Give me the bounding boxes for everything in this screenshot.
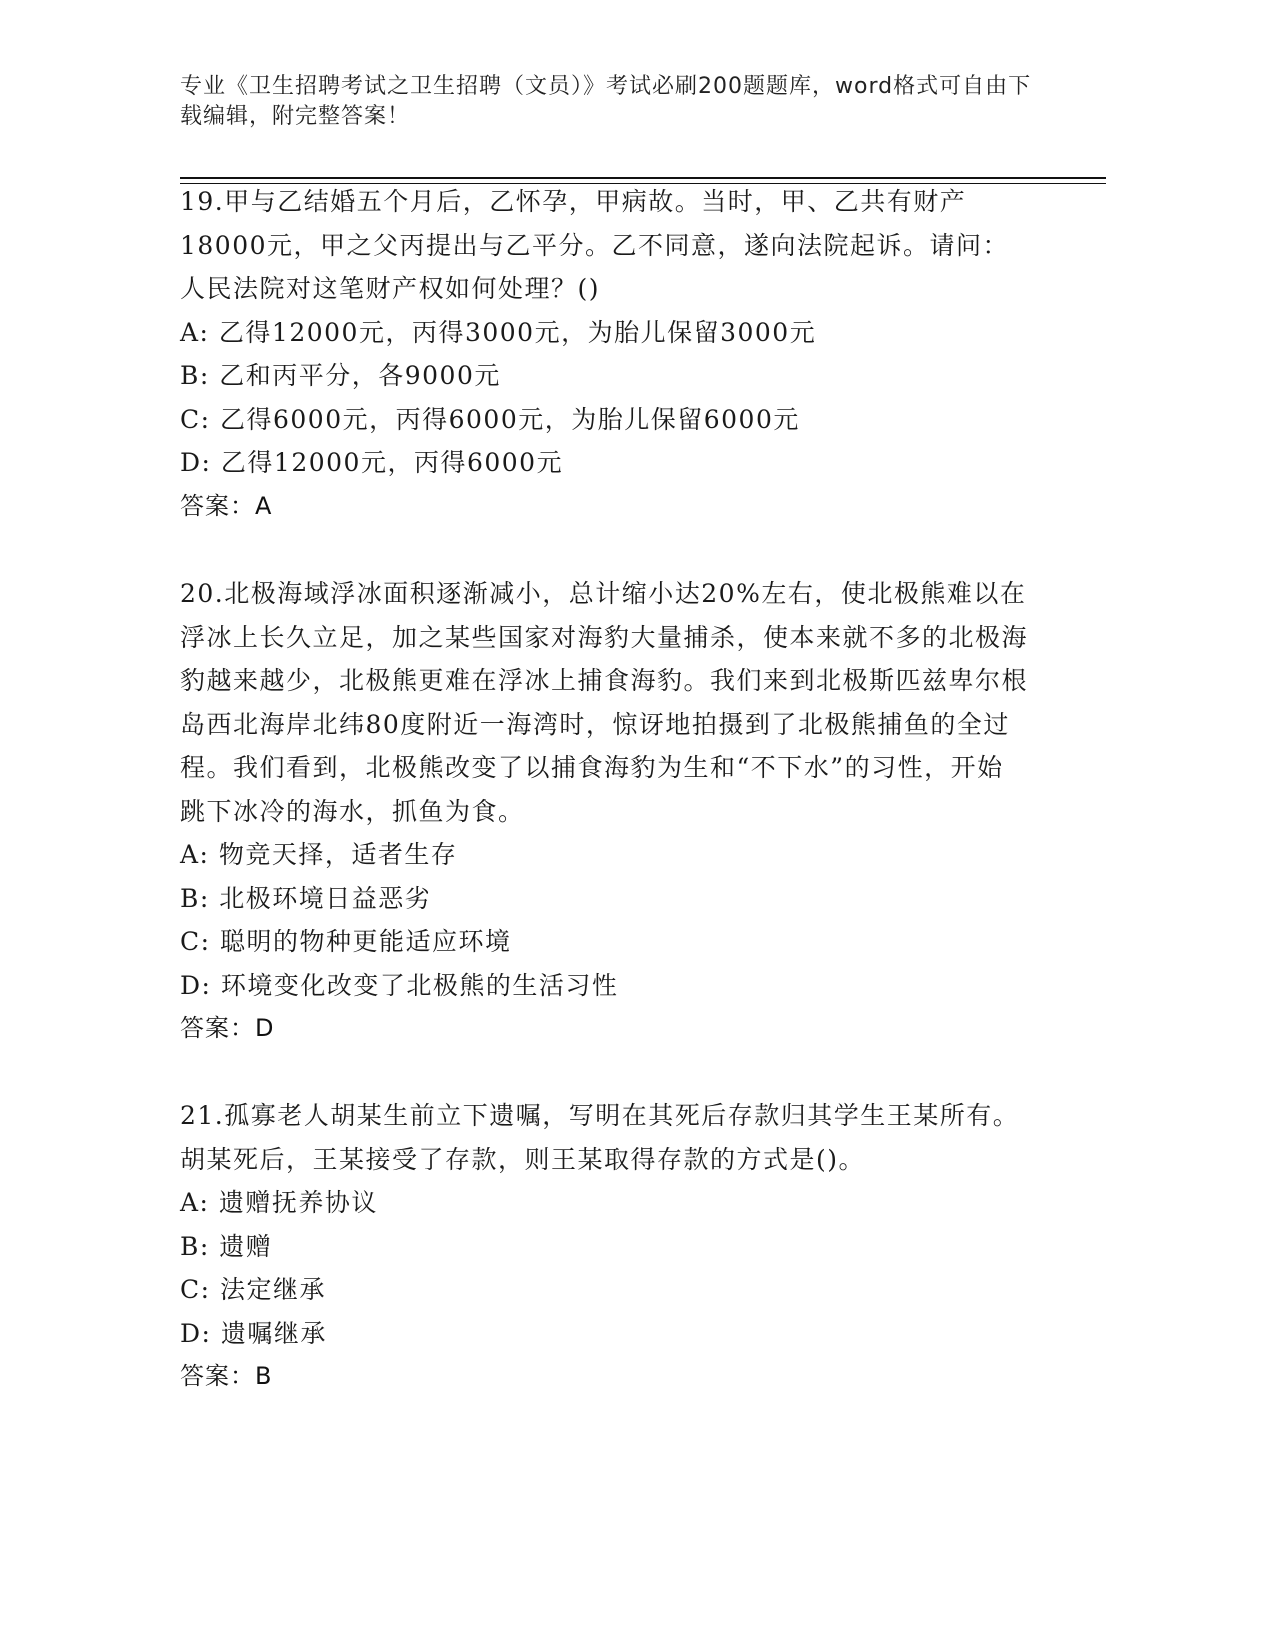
question-19 <box>180 180 1030 528</box>
option-a: A: 遗赠抚养协议 <box>180 1188 378 1217</box>
option-b: B: 遗赠 <box>180 1231 273 1261</box>
option-a: A: 物竞天择，适者生存 <box>180 840 458 869</box>
document-header: 专业《卫生招聘考试之卫生招聘（文员）》考试必刷200题题库，word格式可自由下载编辑，附完整答案！ <box>180 74 1032 129</box>
answer-label: 答案：A <box>180 491 273 520</box>
answer-label: 答案：B <box>180 1362 273 1390</box>
option-d: D: 遗嘱继承 <box>180 1318 327 1348</box>
option-a: A: 乙得12000元，丙得3000元，为胎儿保留3000元 <box>180 317 817 347</box>
option-c: C: 聪明的物种更能适应环境 <box>180 927 512 956</box>
option-c: C: 乙得6000元，丙得6000元，为胎儿保留6000元 <box>180 404 800 434</box>
option-d: D: 乙得12000元，丙得6000元 <box>180 448 564 477</box>
question-text: 20.北极海域浮冰面积逐渐减小，总计缩小达20%左右，使北极熊难以在浮冰上长久立足，加之某些国家对海豹大量捕杀，使本来就不多的北极海豹越来越少，北极熊更难在浮冰上捕食海豹。我们来到北极斯匹兹卑尔根岛西北海岸北纬80度附近一海湾时，惊讶地拍摄到了北极熊捕鱼的全过程。我们看到，北极熊改变了以捕食海豹为生和“不下水”的习性，开始跳下冰冷的海水，抓鱼为食。 <box>180 579 1029 826</box>
question-text: 21.孤寡老人胡某生前立下遗嘱，写明在其死后存款归其学生王某所有。胡某死后，王某接受了存款，则王某取得存款的方式是()。 <box>180 1101 1020 1174</box>
answer-label: 答案：D <box>180 1014 275 1042</box>
question-21 <box>180 1094 1030 1399</box>
option-b: B: 乙和丙平分，各9000元 <box>180 361 501 390</box>
question-text: 19.甲与乙结婚五个月后，乙怀孕，甲病故。当时，甲、乙共有财产18000元，甲之父丙提出与乙平分。乙不同意，遂向法院起诉。请问：人民法院对这笔财产权如何处理？() <box>180 187 1010 303</box>
option-d: D: 环境变化改变了北极熊的生活习性 <box>180 970 619 1000</box>
question-20 <box>180 572 1030 1051</box>
option-b: B: 北极环境日益恶劣 <box>180 883 432 913</box>
option-c: C: 法定继承 <box>180 1275 326 1304</box>
header-divider-thick <box>180 177 1106 179</box>
